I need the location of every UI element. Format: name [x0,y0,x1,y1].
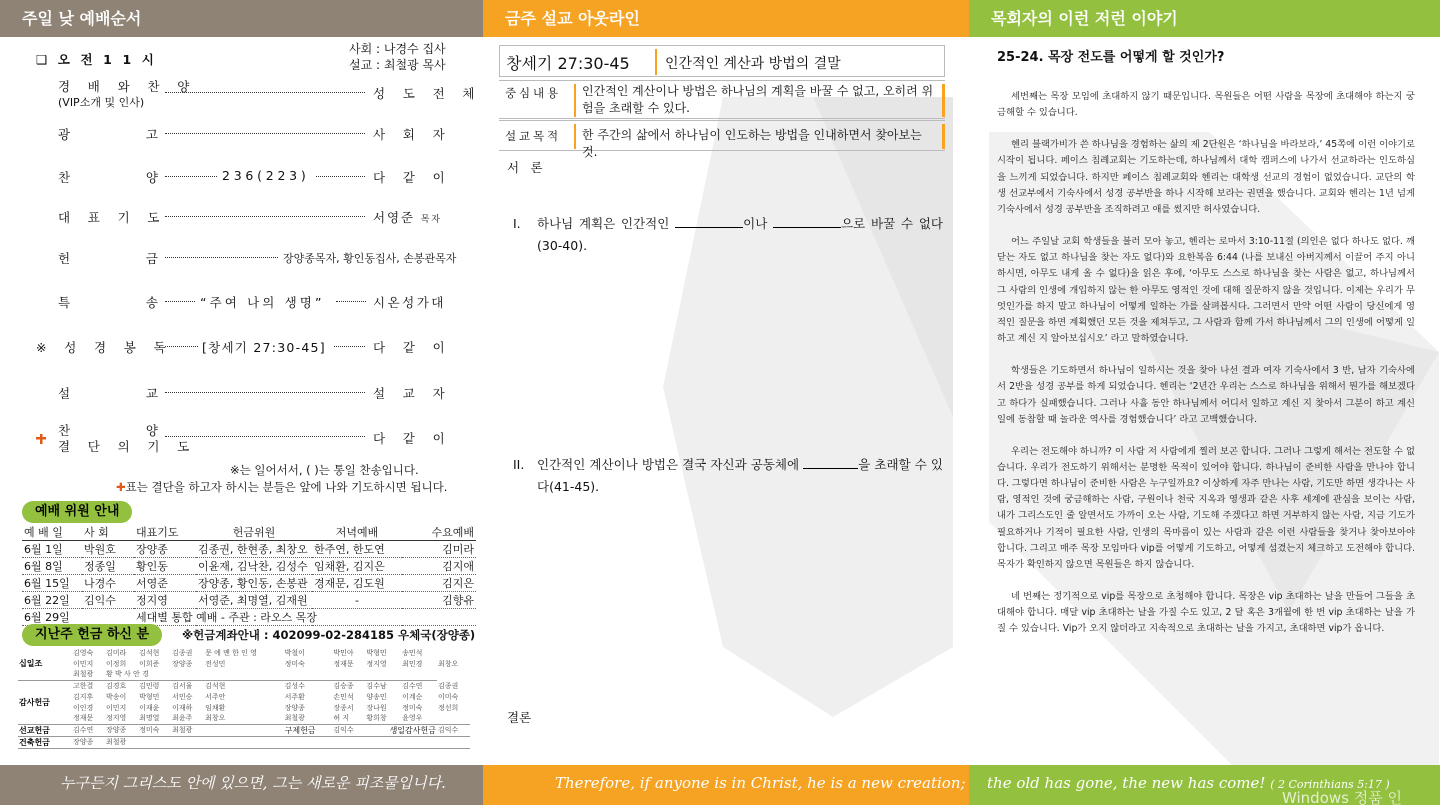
standing-note: ※는 일어서서, ( )는 통일 찬송입니다. [230,463,419,477]
scripture-reference: [창세기 27:30-45] [202,340,326,355]
sermon-outline-panel [483,37,969,765]
story-paragraph: 어느 주일날 교회 학생들을 불러 모아 놓고, 헨리는 로마서 3:10-11절 (의인은 없다 하나도 없다. 깨닫는 자도 없고 하나님을 찾는 자도 없다)와 요한복음 6:44 (나를 보내신 아버지께서 이끌어 주지 아니하시면, 아무도 내게 올 수 없다)을 읽은 후에, ‘아무도 스스로 하나님을 찾는 사람은 없고, 하나님께서 그 사람의 인생에 개입하지 않는 한 아무도 영적인 것에 대해 질문하지 않을 것입니다. 이제는 우리가 무엇인가를 하지 말고 하나님이 어떻게 일하는 가를 살펴봅시다. 그러면서 만약 어떤 사람이 당신에게 영적인 질문을 하면 계획했던 모든 것을 제쳐두고, 그 사람과 함께 가서 하나님께서 그의 인생에 어떻게 일하고 계신 지 알아보십시오’ 라고 말하였습니다. [997,236,1415,345]
conclusion-heading: 결론 [507,710,532,725]
fill-blank[interactable] [675,216,743,228]
giving-category: 십일조 [18,647,72,680]
leader-line [165,92,365,93]
table-row: 건축헌금 장양종 최철광 [18,736,470,748]
leader-line [165,216,365,217]
story-paragraph: 우리는 전도해야 하니까? 이 사람 저 사람에게 찔러 보곤 합니다. 그러나 그렇게 해서는 전도할 수 없습니다. 우리가 전도하기 위해서는 분명한 목적이 있어야 합니다. 하나님이 준비한 사람을 만나야 합니다. 그렇다면 하나님이 준비한 사람은 누구일까요? 이상하게 자주 만나는 사람, 기도만 하면 생각나는 사람, 영적인 것에 궁금해하는 사람, 구원이나 천국 지옥과 영생과 같은 사후 세계에 관심을 보이는 사람, 내가 그리스도인 줄 알면서도 가까이 오는 사람, 기도해 주겠다고 하면 거부하지 않는 사람, 지금 기도가 필요하거나 기적이 필요한 사람, 인생의 목마름이 있는 사람과 같은 이런 사람들을 찾거나 찾아보아야 합니다. 그리고 매주 목장 모임마다 vip를 어떻게 기도하고, 어떻게 섬겼는지 체크하고 도전해야 합니다. 목자가 확인하지 않으면 목원들은 하지 않습니다. [997,445,1415,570]
order-item-decision-prayer: 결 단 의 기 도 [58,439,197,454]
order-of-worship-panel [0,37,483,765]
col-date: 예 배 일 [22,524,82,541]
table-row: 이인경 이민지 이재윤 이재하 임채환 장양종 장종서 장나원 정미숙 정선희 [73,703,459,712]
roster-title: 예배 위원 안내 [22,501,132,523]
decision-note: ✚표는 결단을 하고자 하시는 분들은 앞에 나와 기도하시면 됩니다. [116,480,448,494]
pastor-story-panel [969,37,1440,765]
col-wednesday: 수요예배 [402,524,476,541]
table-row: 6월 8일 정종일 황인동 이윤재, 김낙찬, 김성수 임채환, 김지은 김지애 [22,558,476,575]
order-item-prayer-who: 서영준 목자 [373,210,442,225]
roster-header-row [22,524,476,541]
header-sermon-outline: 금주 설교 아웃라인 [483,0,969,37]
windows-activation-watermark: Windows 정품 인 [1282,789,1402,805]
sermon-purpose-label: 설교목적 [505,129,561,143]
presider: 사회 : 나경수 집사 [349,42,446,56]
core-message-row [499,80,945,119]
leader-line [336,301,366,302]
order-item-announcement: 광 고 [58,127,158,142]
fill-blank[interactable] [773,216,841,228]
header-pastor-story: 목회자의 이런 저런 이야기 [969,0,1440,37]
order-item-praise-sub: (VIP소개 및 인사) [58,96,145,109]
preacher: 설교 : 최철광 목사 [349,58,446,72]
table-row: 이민지 이정희 이희준 장양종 전성민 정미숙 정재문 정지영 최민경 최창오 [73,659,459,668]
table-row: 6월 1일 박원호 장양종 김종권, 한현종, 최창오 한주연, 한도연 김미라 [22,541,476,558]
table-row: 6월 15일 나경수 서영준 장양종, 황인동, 손봉관 경재문, 김도원 김지은 [22,575,476,592]
core-message-label: 중심내용 [505,86,561,100]
sermon-title-box [499,45,945,77]
giving-category: 감사헌금 [18,680,72,724]
order-item-special-song-who: 시온성가대 [373,295,446,310]
order-item-hymn-who: 다 같 이 [373,170,452,185]
order-item-closing-who: 다 같 이 [373,431,452,446]
cross-icon: ✚ [116,480,126,494]
leader-line [165,346,198,347]
story-paragraph: 세번째는 목장 모임에 초대하지 않기 때문입니다. 목원들은 어떤 사람을 목장에 초대해야 하는지 궁금해할 수 있습니다. [997,91,1415,119]
footer-verse-english-1: Therefore, if anyone is in Christ, he is a new creation; [483,765,969,805]
order-item-prayer: 대 표 기 도 [58,210,167,225]
leader-line [165,133,365,134]
story-paragraph: 학생들은 기도하면서 하나님이 일하시는 것을 찾아 나선 결과 여자 기숙사에서 3 반, 남자 기숙사에서 2반을 성경 공부를 하게 되었습니다. 헨리는 ‘2년간 우리는 스스로 하나님을 위해서 뭔가를 해보겠다고 하다가 실패했습니다. 그러나 사흘 동안 하나님께서 어디서 일하고 계신 지 찾아서 그분이 하고 계신 일에 동참할 때 놀라운 역사를 경험했습니다’ 라고 고백했습니다. [997,365,1415,425]
table-row: 최철광 황 박 사 안 경 [18,669,470,680]
scripture-reference: 창세기 27:30-45 [506,54,630,73]
order-item-hymn: 찬 양 [58,170,158,185]
col-presider: 사 회 [82,524,134,541]
order-item-scripture: ※ 성 경 봉 독 [36,340,173,355]
intro-heading: 서 론 [507,160,547,175]
background-decoration [633,87,963,727]
giving-table [18,647,470,749]
special-song-title: “주여 나의 생명” [200,295,325,310]
roster-table [22,524,476,626]
outline-point-2: II. 인간적인 계산이나 방법은 결국 자신과 공동체에 을 초래할 수 있다(41-45). [513,457,943,494]
order-item-praise-who: 성 도 전 체 [373,86,482,101]
order-item-praise: 경 배 와 찬 양 [58,79,197,94]
giving-category: 건축헌금 [18,736,72,748]
header-order-of-worship: 주일 낮 예배순서 [0,0,483,37]
col-offering: 헌금위원 [196,524,312,541]
table-row: 김지후 박송이 박형민 서민승 서주안 서주환 손민석 양송민 이계순 이미숙 [73,692,459,701]
story-paragraph: 헨리 블랙가비가 쓴 하나님을 경험하는 삶의 제 2단원은 ‘하나님을 바라보라,’ 45쪽에 이런 이야기로 시작이 됩니다. 페이스 침례교회는 기도하는데, 하나님께서 대학 캠퍼스에 나가서 선교하라는 인도하심을 느끼게 되었습니다. 하지만 페이스 침례교회와 헨리는 대학생 선교의 경험이 없었습니다. 교단의 학생 선교부에서 기숙사에서 성경 공부반을 하나 시작해 보라는 권면을 했습니다. 교회와 헨리는 1년 넘게 기숙사에서 성경 공부반을 조직하려고 애를 썼지만 허사였습니다. [997,139,1415,215]
leader-line [165,257,278,258]
table-row: 선교헌금 김수연 장양종 정미숙 최철광 구제헌금 김익수 생일감사헌금 김익수 [18,724,470,736]
core-message-text: 인간적인 계산이나 방법은 하나님의 계획을 바꿀 수 없고, 오히려 위험을 초래할 수 있다. [582,84,934,115]
order-item-offering-who: 장양종목자, 황인동집사, 손봉관목자 [283,252,457,265]
order-item-special-song: 특 송 [58,295,158,310]
leader-line [165,392,365,393]
order-item-sermon-who: 설 교 자 [373,386,452,401]
fill-blank[interactable] [803,457,858,469]
giving-account: ※헌금계좌안내 : 402099-02-284185 우체국(장양종) [182,628,476,642]
table-row: 십일조 김영숙 김미라 김석현 김종권 문 에 멘 한 인 영 박철이 박민아 박형민 송민석 [18,647,470,658]
leader-line [316,176,365,177]
footer-verse-korean: 누구든지 그리스도 안에 있으면, 그는 새로운 피조물입니다. [0,765,483,805]
outline-point-1: I. 하나님 계획은 인간적인 이나 으로 바꿀 수 없다(30-40). [513,216,943,253]
hymn-number: 236(223) [222,168,310,183]
table-row: 감사헌금 고한결 김경호 김민령 김서율 김석현 김성수 김승종 김수남 김수연 김종권 [18,680,470,691]
leader-line [334,346,365,347]
col-evening: 저녁예배 [312,524,402,541]
giving-category: 선교헌금 [18,724,72,736]
order-item-offering: 헌 금 [58,251,158,266]
sermon-purpose-row [499,120,945,159]
col-prayer: 대표기도 [134,524,196,541]
footer-verse-english-2: the old has gone, the new has come! ( 2 Corinthians 5:17 ) [969,765,1440,805]
cross-icon [36,429,46,439]
order-item-scripture-who: 다 같 이 [373,340,452,355]
sermon-title: 인간적인 계산과 방법의 결말 [665,56,841,72]
leader-line [165,301,195,302]
story-body [997,89,1415,654]
order-item-sermon: 설 교 [58,386,158,401]
order-item-closing-hymn: 찬 양 [58,423,158,438]
leader-line [165,436,365,437]
table-row: 6월 22일 김익수 정지영 서영준, 최명열, 김재원 - 김향유 [24,593,474,607]
service-time: ❑ 오 전 1 1 시 [36,52,157,67]
story-paragraph: 네 번째는 정기적으로 vip를 목장으로 초청해야 합니다. 목장은 vip 초대하는 날을 만들어 그들을 초대해야 합니다. 매달 vip 초대하는 날을 가질 수도 있고, 2 달 혹은 3개월에 한 번 vip 초대하는 날을 가질 수 있습니다. Vip가 오지 않더라고 지속적으로 초대하는 날을 가지고, 초대하면 vip가 옵니다. [997,591,1415,635]
story-title: 25-24. 목장 전도를 어떻게 할 것인가? [997,50,1225,65]
order-item-announcement-who: 사 회 자 [373,127,452,142]
table-row: 6월 29일 세대별 통합 예배 - 주관 : 라오스 목장 [22,609,476,626]
leader-line [165,176,217,177]
giving-title: 지난주 헌금 하신 분 [22,624,162,646]
table-row: 정재문 정지영 최명열 최윤주 최창오 최철광 허 지 황희창 윤영우 [18,713,470,724]
sermon-purpose-text: 한 주간의 삶에서 하나님이 인도하는 방법을 인내하면서 찾아보는 것. [582,128,922,159]
